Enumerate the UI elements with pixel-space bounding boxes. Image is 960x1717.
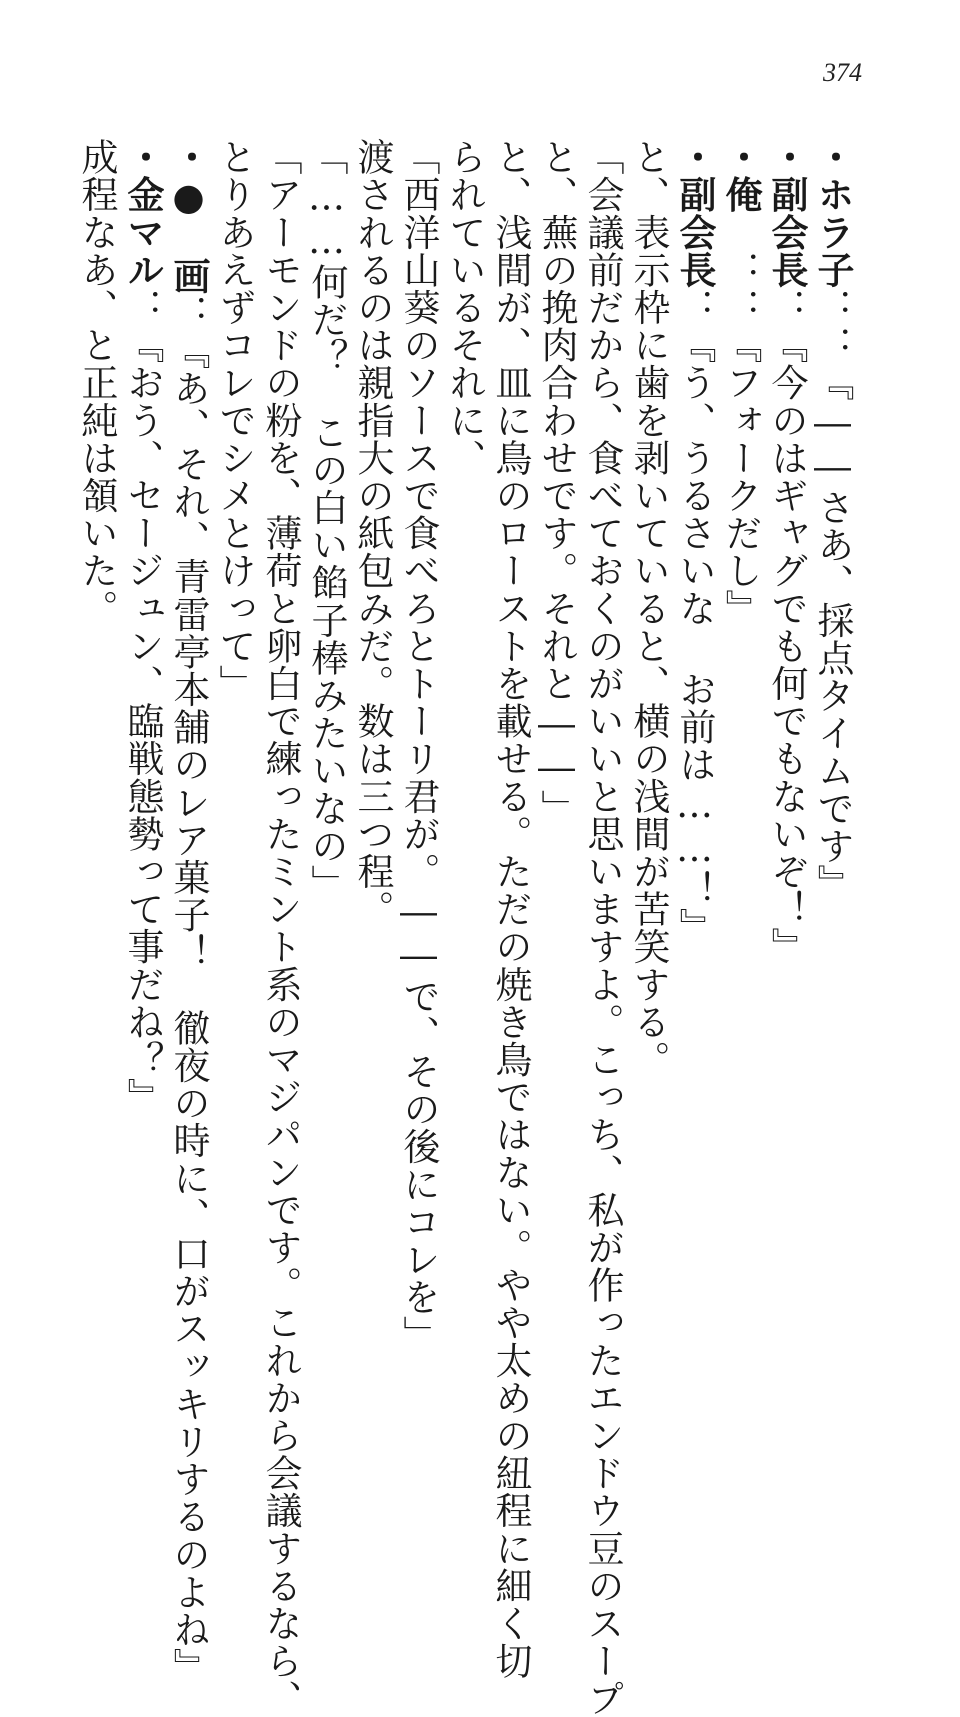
- line-text: と、浅間が、皿に鳥のローストを載せる。ただの焼き鳥ではない。やや太めの紐程に細く切: [489, 138, 532, 1680]
- text-line: [719, 138, 762, 1288]
- text-line: [489, 138, 532, 1680]
- text-line: [673, 138, 716, 1288]
- line-text: ：『う、うるさいな お前は……！』: [673, 288, 716, 946]
- text-line: [535, 138, 578, 1288]
- line-text: ：『あ、それ、青雷亭本舗のレア菓子！ 徹夜の時に、口がスッキリするのよね』: [167, 294, 210, 1686]
- speaker-name: 金マル: [121, 175, 164, 289]
- bullet: ・: [719, 138, 762, 176]
- bullet: ・: [765, 138, 808, 176]
- line-text: 「……何だ？ この白い餡子棒みたいなの」: [305, 138, 348, 902]
- bullet: ・: [167, 138, 210, 176]
- line-text: 「会議前だから、食べておくのがいいと思いますよ。こっち、私が作ったエンドウ豆のスープ: [581, 138, 624, 1717]
- bullet: ・: [673, 138, 716, 176]
- line-text: 「アーモンドの粉を、薄荷と卵白で練ったミント系のマジパンです。これから会議するなら、: [259, 138, 302, 1717]
- text-line: [765, 138, 808, 1288]
- line-text: と、表示枠に歯を剥いていると、横の浅間が苦笑する。: [627, 138, 670, 1078]
- speaker-name: ● 画: [167, 175, 210, 295]
- text-line: [627, 138, 670, 1288]
- speaker-name: ホラ子: [811, 175, 854, 289]
- bullet: ・: [121, 138, 164, 176]
- line-text: ：『おう、セージュン、臨戦態勢って事だね？』: [121, 288, 164, 1116]
- line-text: ：：『フォークだし』: [719, 213, 762, 627]
- speaker-name: 副会長: [765, 175, 808, 289]
- line-text: ：『今のはギャグでも何でもないぞ！』: [765, 288, 808, 966]
- line-text: 成程なあ、と正純は頷いた。: [75, 138, 118, 627]
- text-line: [167, 138, 210, 1686]
- line-text: とりあえずコレでシメとけって」: [213, 138, 256, 702]
- text-line: [351, 138, 394, 1288]
- speaker-name: 副会長: [673, 175, 716, 289]
- line-text: られているそれに、: [443, 138, 486, 477]
- text-line: [213, 138, 256, 1288]
- bullet: ・: [811, 138, 854, 176]
- text-line: [581, 138, 624, 1717]
- line-text: 「西洋山葵のソースで食べろとトーリ君が。――で、その後にコレを」: [397, 138, 440, 1354]
- text-line: [75, 138, 118, 1288]
- text-line: [811, 138, 854, 1288]
- line-text: 渡されるのは親指大の紙包みだ。数は三つ程。: [351, 138, 394, 928]
- line-text: と、蕪の挽肉合わせです。それと――」: [535, 138, 578, 827]
- speaker-name: 俺: [719, 175, 762, 214]
- text-line: [443, 138, 486, 1288]
- line-text: ：：『――さあ、採点タイムです』: [811, 288, 854, 903]
- text-line: [259, 138, 302, 1717]
- text-line: [121, 138, 164, 1288]
- text-line: [305, 138, 348, 1288]
- page-number: 374: [823, 58, 862, 87]
- text-line: [397, 138, 440, 1354]
